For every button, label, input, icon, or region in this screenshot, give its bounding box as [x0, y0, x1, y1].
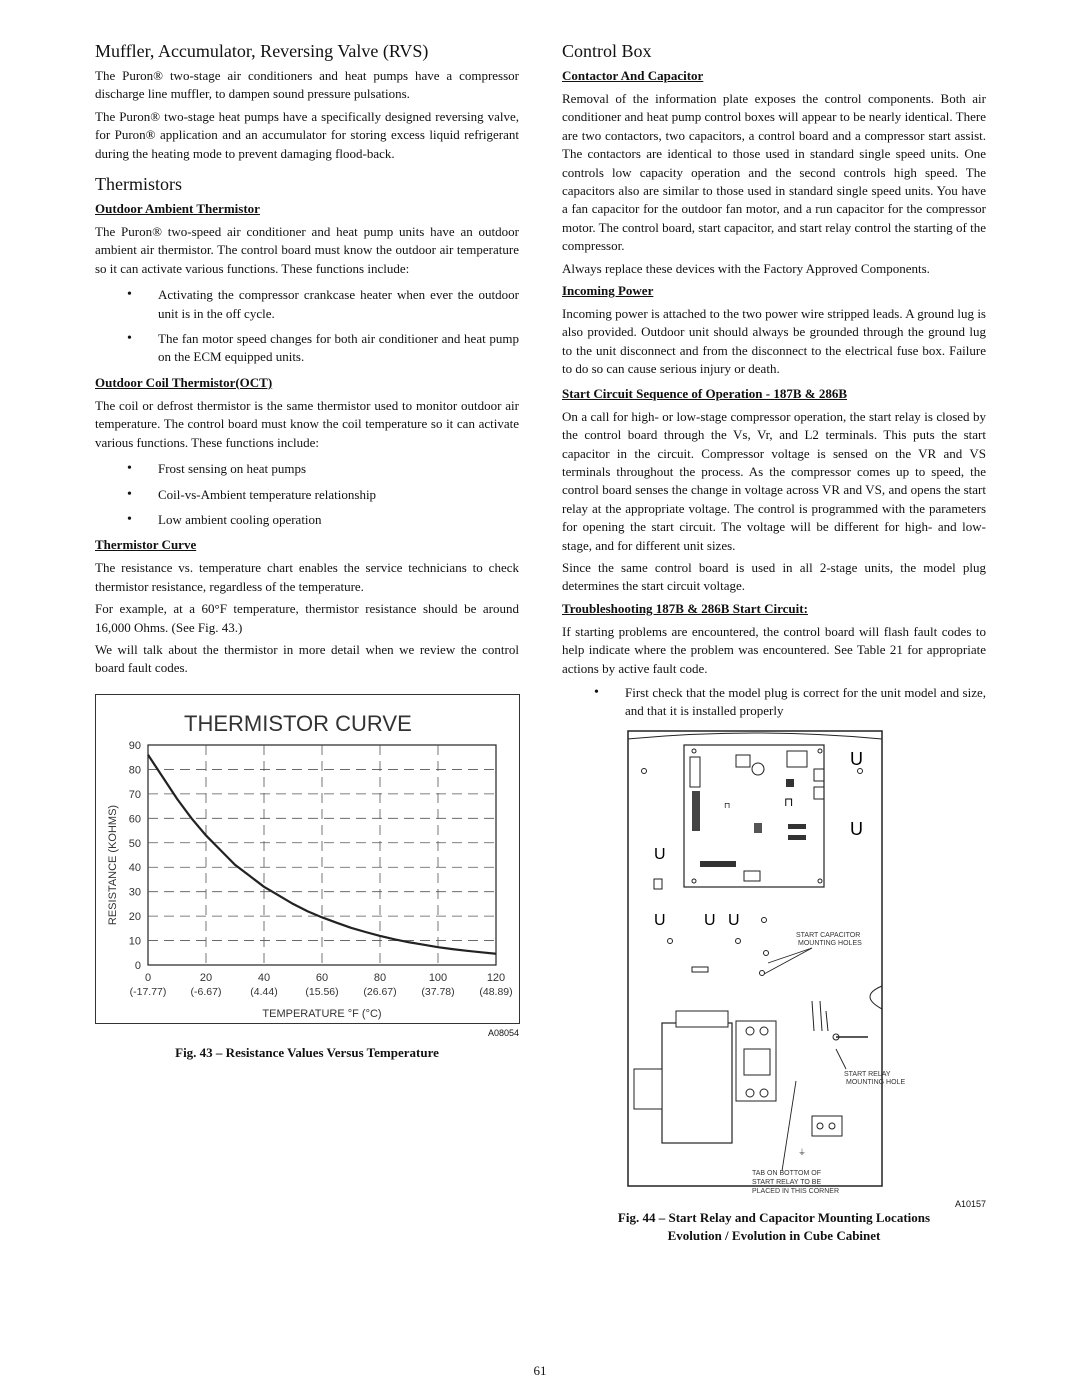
figure-43-code: A08054 [487, 1027, 519, 1038]
svg-text:U: U [704, 911, 716, 929]
bullet-icon: • [127, 511, 132, 527]
list-item [95, 486, 519, 504]
thermistor-curve-heading: Thermistor Curve [95, 537, 197, 553]
ambient-thermistor-heading: Outdoor Ambient Thermistor [95, 201, 260, 217]
start-capacitor-label: MOUNTING HOLES [798, 939, 862, 947]
x-tick-label-celsius: (48.89) [479, 985, 513, 998]
list-item-text: Coil-vs-Ambient temperature relationship [158, 486, 377, 502]
right-column [562, 40, 986, 1245]
muffler-paragraph-1: The Puron® two-stage air conditioners and heat pumps have a compressor discharge line muffler, to dampen sound pressure pulsations. [95, 68, 519, 102]
x-tick-label-celsius: (-17.77) [129, 985, 167, 998]
list-item-text: Activating the compressor crankcase heater when ever the outdoor unit is in the off cycle. [158, 287, 519, 321]
control-box-diagram [624, 731, 906, 1195]
y-tick-label: 10 [128, 935, 141, 948]
figure-44-code: A10157 [954, 1198, 986, 1209]
svg-text:U: U [654, 845, 666, 863]
x-tick-label: 120 [486, 971, 506, 984]
svg-text:U: U [654, 911, 666, 929]
ambient-thermistor-paragraph: The Puron® two-speed air conditioner and heat pump units have an outdoor ambient air thermistor. The control board must know the outdoor air temperature so it can activate various functions. These functions include: [95, 224, 519, 276]
troubleshooting-paragraph: If starting problems are encountered, the control board will flash fault codes to help indicate where the problem was encountered. See Table 21 for appropriate actions by active fault code. [562, 623, 986, 676]
start-relay-label: MOUNTING HOLE [846, 1078, 906, 1086]
start-relay-label: START RELAY [844, 1070, 891, 1078]
curve-paragraph-2: For example, at a 60°F temperature, thermistor resistance should be around 16,000 Ohms. (See Fig. 43.) [95, 601, 519, 635]
svg-text:⊓: ⊓ [784, 794, 794, 809]
x-tick-label-celsius: (26.67) [363, 985, 397, 998]
figure-43-caption: Fig. 43 – Resistance Values Versus Temperature [175, 1044, 439, 1060]
tab-note-line: PLACED IN THIS CORNER [752, 1187, 839, 1195]
start-sequence-paragraph-2: Since the same control board is used in all 2-stage units, the model plug determines the start circuit voltage. [562, 559, 986, 594]
x-tick-label: 0 [144, 971, 152, 984]
coil-thermistor-heading: Outdoor Coil Thermistor(OCT) [95, 374, 273, 390]
list-item [95, 286, 519, 323]
section-title-muffler: Muffler, Accumulator, Reversing Valve (RVS) [95, 41, 429, 61]
y-tick-label: 80 [128, 764, 141, 777]
tab-note-line: START RELAY TO BE [752, 1178, 822, 1186]
curve-paragraph-3: We will talk about the thermistor in more detail when we review the control board fault codes. [95, 641, 519, 676]
contactor-paragraph-1: Removal of the information plate exposes the control components. Both air conditioner and heat pump control boxes will appear to be nearly identical. There are two contactors, two capacitors, a control board and a compressor start assist. The contactors are identical to those used in standard single speed units. One controls low capacity operation and the second controls high speed. The capacitors also are similar to those used in standard single speed units. You have a fan capacitor for the outdoor fan motor, and a run capacitor for the compressor motor. The control board, start capacitor, and start relay control the starting of the compressor. [562, 91, 986, 254]
x-tick-label: 80 [373, 971, 387, 984]
contactor-paragraph-2: Always replace these devices with the Factory Approved Components. [562, 260, 930, 276]
svg-text:⏚: ⏚ [798, 1147, 806, 1157]
figure-44-caption-line-1: Fig. 44 – Start Relay and Capacitor Mounting Locations [617, 1209, 931, 1225]
y-tick-label: 30 [128, 886, 141, 899]
bullet-icon: • [127, 287, 132, 303]
curve-paragraph-1: The resistance vs. temperature chart enables the service technicians to check thermistor resistance, regardless of the temperature. [95, 560, 519, 594]
incoming-power-paragraph: Incoming power is attached to the two power wire stripped leads. A ground lug is also provided. Outdoor unit should always be grounded through the ground lug to the unit disconnect and from the disconnect to the electrical fuse box. Failure to do so can cause serious injury or death. [562, 306, 986, 377]
coil-bullet-list [95, 460, 519, 529]
muffler-paragraph-2: The Puron® two-stage heat pumps have a specifically designed reversing valve, for Puron® application and an accumulator for storing excess liquid refrigerant during the heating mode to prevent damaging flood-back. [95, 108, 519, 161]
y-axis-label: RESISTANCE (KOHMS) [107, 804, 119, 925]
list-item-text: First check that the model plug is correct for the unit model and size, and that it is installed properly [625, 684, 986, 719]
x-tick-label: 100 [428, 971, 448, 984]
coil-thermistor-paragraph: The coil or defrost thermistor is the same thermistor used to monitor outdoor air temperature. The control board must know the coil temperature so it can activate various functions. These functions include: [95, 397, 519, 450]
troubleshooting-heading: Troubleshooting 187B & 286B Start Circuit: [562, 600, 808, 616]
bullet-icon: • [127, 486, 132, 502]
thermistor-chart-frame [95, 694, 520, 1024]
left-column [95, 40, 519, 1062]
x-tick-label-celsius: (37.78) [421, 985, 455, 998]
y-tick-label: 70 [128, 788, 141, 801]
svg-text:U: U [850, 748, 863, 769]
y-tick-label: 40 [128, 861, 141, 874]
list-item-text: Low ambient cooling operation [158, 511, 322, 527]
ambient-bullet-list [95, 286, 519, 367]
y-tick-label: 60 [128, 813, 141, 826]
x-tick-label-celsius: (-6.67) [190, 985, 222, 998]
tab-note-label [752, 1169, 839, 1196]
y-tick-label: 90 [128, 739, 141, 752]
x-tick-label: 20 [199, 971, 213, 984]
bullet-icon: • [594, 684, 599, 700]
list-item [95, 460, 519, 478]
x-axis-label: TEMPERATURE °F (°C) [262, 1007, 382, 1020]
start-sequence-paragraph-1: On a call for high- or low-stage compressor operation, the start relay is closed by the control board through the Vs, Vr, and L2 terminals. This puts the start capacitor in the circuit. Compressor voltage is sensed on the VR and VS terminals throughout the process. As the compressor comes up to speed, the control board senses the change in voltage across VR and VS, and opens the start relay at the appropriate voltage. The control is programmed with the parameters for opening the start circuit. The voltage will be different for high- and low-stage, and for different unit sizes. [562, 408, 986, 553]
list-item [95, 330, 519, 367]
bullet-icon: • [127, 331, 132, 347]
svg-text:U: U [728, 911, 740, 929]
bullet-icon: • [127, 461, 132, 477]
y-tick-label: 50 [128, 837, 141, 850]
list-item [562, 684, 986, 721]
figure-44-caption-line-2: Evolution / Evolution in Cube Cabinet [667, 1227, 881, 1243]
svg-text:U: U [850, 818, 863, 839]
troubleshooting-bullet-list [562, 684, 986, 721]
contactor-heading: Contactor And Capacitor [562, 68, 704, 83]
y-tick-label: 20 [128, 910, 141, 923]
incoming-power-heading: Incoming Power [562, 283, 654, 299]
list-item-text: The fan motor speed changes for both air conditioner and heat pump on the ECM equipped units. [158, 331, 519, 365]
x-tick-label: 60 [315, 971, 329, 984]
control-box-illustration [624, 731, 906, 1191]
section-title-control-box: Control Box [562, 41, 652, 61]
start-sequence-heading: Start Circuit Sequence of Operation - 187B & 286B [562, 385, 848, 401]
svg-text:⊓: ⊓ [724, 800, 731, 810]
x-tick-label-celsius: (15.56) [305, 985, 339, 998]
list-item [95, 511, 519, 529]
y-tick-label: 0 [134, 959, 141, 972]
tab-note-line: TAB ON BOTTOM OF [752, 1169, 821, 1177]
list-item-text: Frost sensing on heat pumps [158, 461, 307, 477]
page-number: 61 [533, 1363, 547, 1378]
chart-title: THERMISTOR CURVE [184, 710, 412, 736]
x-tick-label-celsius: (4.44) [250, 985, 278, 998]
thermistor-curve-chart [96, 695, 519, 1023]
section-title-thermistors: Thermistors [95, 174, 182, 195]
x-tick-label: 40 [257, 971, 271, 984]
start-capacitor-label: START CAPACITOR [796, 931, 861, 939]
